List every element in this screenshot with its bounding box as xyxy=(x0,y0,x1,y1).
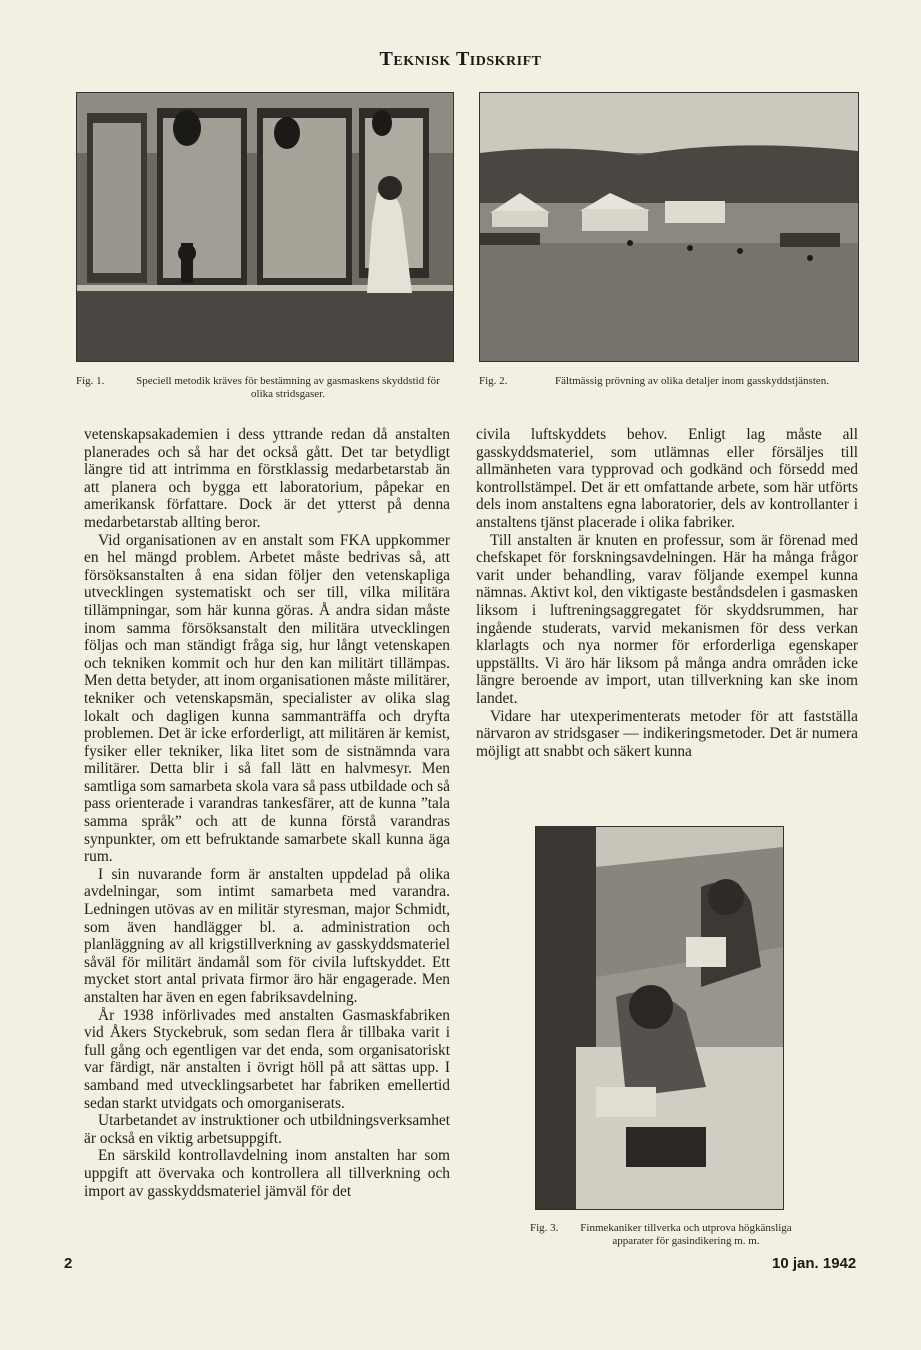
figure-2-label: Fig. 2. xyxy=(479,375,508,387)
figure-3-text: Finmekaniker tillverka och utprova högkänsliga apparater för gasindikering m. m. xyxy=(580,1222,792,1247)
figure-3-label: Fig. 3. xyxy=(530,1222,559,1234)
figure-2-photo xyxy=(479,92,859,362)
left-column xyxy=(84,426,450,1200)
left-paragraph-1: vetenskapsakademien i dess yttrande redan då anstalten planerades och så har det också gått. Det tar betydligt längre tid att intrimma en förstklassig medarbetarstab än att planera och bygga ett laboratorium, påpekar en amerikansk författare. Dock är det ytterst på denna medarbetarstab allting beror. xyxy=(84,426,450,531)
issue-date: 10 jan. 1942 xyxy=(772,1255,857,1272)
figure-3-photo xyxy=(535,826,784,1210)
figure-1-text: Speciell metodik kräves för bestämning av gasmaskens skyddstid för olika stridsgaser. xyxy=(136,375,440,400)
figure-1-caption xyxy=(76,375,452,401)
left-paragraph-2: Vid organisationen av en anstalt som FKA uppkommer en hel mängd problem. Arbetet måste bedrivas så, att försöksanstalten å ena sidan följer den vetenskapliga utvecklingen systematiskt och ser till, vilka militära tillämpningar, som här kunna göras. Å andra sidan måste inom samma försöksanstalt den militära utvecklingen följas och man ständigt fråga sig, hur långt vetenskapen och tekniken kommit och hur den kan militärt tillämpas. Men detta betyder, att inom organisationen måste militärer, tekniker och vetenskapsmän, specialister av olika slag lokalt och dagligen kunna sammanträffa och dryfta problemen. Det är icke erforderligt, att militären är kemist, fysiker eller tekniker, lika litet som de sistnämnda vara militärer. Detta blir i så fall lätt en halvmesyr. Men samtliga som samarbeta skola vara så pass utbildade och så pass orienterade i varandras tankesfärer, att de kunna ”tala samma språk” och att de kunna förstå varandras synpunkter, om ett befruktande samarbete skall kunna äga rum. xyxy=(84,531,450,866)
right-paragraph-2: Till anstalten är knuten en professur, som är förenad med chefskapet för forskningsavdelningen. Här ha många frågor varit under behandling, varav följande exempel kunna nämnas. Aktivt kol, den viktigaste beståndsdelen i gasmasken liksom i luftreningsaggregatet för skyddsrummen, har ingående studerats, varvid mekanismen för dess verkan klarlagts och nya normer för erforderliga egenskaper uppställts. Vi äro här liksom på många andra områden icke längre beroende av import, utan tillverkning kan ske inom landet. xyxy=(476,531,858,707)
figure-2-text: Fältmässig prövning av olika detaljer inom gasskyddstjänsten. xyxy=(554,375,830,387)
page-number: 2 xyxy=(64,1255,73,1272)
right-paragraph-1: civila luftskyddets behov. Enligt lag måste all gasskyddsmateriel, som utlämnas eller försäljes till allmänheten vara typprovad och godkänd och försedd med kontrollstämpel. Det är ett omfattande arbete, som här utförts dels inom anstaltens egna laboratorier, dels av kontrollanter i anstaltens tjänst placerade i olika fabriker. xyxy=(476,426,858,531)
left-paragraph-5: Utarbetandet av instruktioner och utbildningsverksamhet är också en viktig arbetsuppgift. xyxy=(84,1112,450,1147)
right-column xyxy=(476,426,858,760)
figure-2-caption xyxy=(479,375,857,388)
figure-1-photo xyxy=(76,92,454,362)
figure-3-caption xyxy=(530,1222,800,1248)
masthead-title: Teknisk Tidskrift xyxy=(379,48,542,70)
left-paragraph-6: En särskild kontrollavdelning inom anstalten har som uppgift att övervaka och kontrollera all tillverkning och import av gasskyddsmateriel jämväl för det xyxy=(84,1147,450,1200)
right-paragraph-3: Vidare har utexperimenterats metoder för att fastställa närvaron av stridsgaser — indikeringsmetoder. Det är numera möjligt att snabbt och säkert kunna xyxy=(476,707,858,760)
left-paragraph-4: År 1938 införlivades med anstalten Gasmaskfabriken vid Åkers Styckebruk, som sedan flera år tillbaka varit i full gång och egentligen var det enda, som organisatoriskt var färdigt, när anstalten i övrigt höll på att sättas upp. I samband med utvecklingsarbetet har fabriken emellertid sedan starkt utvidgats och omorganiserats. xyxy=(84,1006,450,1112)
figure-1-label: Fig. 1. xyxy=(76,375,105,387)
left-paragraph-3: I sin nuvarande form är anstalten uppdelad på olika avdelningar, som intimt samarbeta med varandra. Ledningen utövas av en militär styresman, major Schmidt, som även handlägger bl. a. administration och planläggning av all krigstillverkning av gasskyddsmateriel såväl för militärt ändamål som för civila luftskyddet. Ett mycket stort antal privata firmor äro här engagerade. Men anstalten har även en egen fabriksavdelning. xyxy=(84,865,450,1006)
